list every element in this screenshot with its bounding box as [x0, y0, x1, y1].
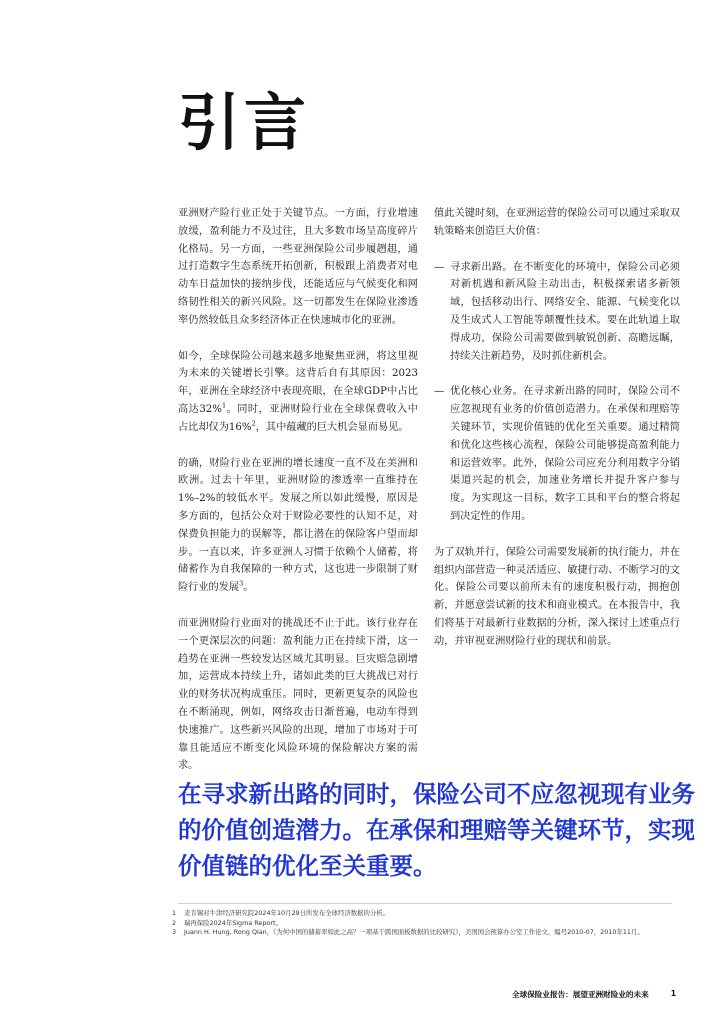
page-footer: [512, 989, 676, 1000]
bullet-item: [434, 259, 680, 366]
footnotes: [172, 909, 672, 938]
footnote-item: [172, 909, 672, 919]
footnote-item: [172, 919, 672, 929]
bullet-text: 寻求新出路。在不断变化的环境中，保险公司必须对新机遇和新风险主动出击，积极探索诸多新领域，包括移动出行、网络安全、能源、气候变化以及生成式人工智能等颠覆性技术。要在此轨道上取得成功，保险公司需要做到敏锐创新、高瞻远瞩，持续关注新趋势，及时抓住新机会。: [450, 261, 680, 362]
paragraph-text: 。同时，亚洲财险行业在全球保费收入中占比却仅为16%: [178, 403, 418, 433]
paragraph-text: 的确，财险行业在亚洲的增长速度一直不及在美洲和欧洲。过去十年里，亚洲财险的渗透率一直维持在1%–2%的较低水平。发展之所以如此缓慢，原因是多方面的，包括公众对于财险必要性的认知不足，对保费负担能力的误解等，都让潜在的保险客户望而却步。一直以来，许多亚洲人习惯于依赖个人储蓄，将储蓄作为自我保障的一种方式，这也进一步限制了财险行业的发展: [178, 457, 418, 594]
left-column: [178, 205, 418, 793]
footnote-text: 瑞再保险2024年Sigma Report。: [184, 918, 282, 927]
dash-marker: —: [434, 386, 445, 398]
paragraph: [178, 615, 418, 775]
pull-quote: 在寻求新出路的同时，保险公司不应忽视现有业务的价值创造潜力。在承保和理赔等关键环节，实现价值链的优化至关重要。: [178, 780, 695, 880]
page-number: 1: [670, 989, 676, 998]
paragraph: [178, 455, 418, 597]
paragraph: 值此关键时刻，在亚洲运营的保险公司可以通过采取双轨策略来创造巨大价值：: [434, 208, 680, 237]
paragraph: [178, 205, 418, 330]
bullet-text: 优化核心业务。在寻求新出路的同时，保险公司不应忽视现有业务的价值创造潜力。在承保和理赔等关键环节，实现价值链的优化至关重要。通过精简和优化这些核心流程，保险公司能够提高盈利能力和运营效率。此外，保险公司应充分利用数字分销渠道兴起的机会，加速业务增长并提升客户参与度。为实现这一目标，数字工具和平台的整合将起到决定性的作用。: [450, 386, 680, 522]
footnote-number: 1: [172, 909, 177, 917]
dash-marker: —: [434, 261, 445, 273]
paragraph-text: 。: [243, 582, 254, 594]
page-title: 引言: [178, 86, 311, 159]
paragraph-text: 如今，全球保险公司越来越多地聚焦亚洲，将这里视为未来的关键增长引擎。这背后自有其原因：2023年，亚洲在全球经济中表现亮眼，在全球GDP中占比高达32%: [178, 350, 418, 415]
paragraph: 为了双轨并行，保险公司需要发展新的执行能力，并在组织内部营造一种灵活适应、敏捷行动、不断学习的文化。保险公司要以前所未有的速度积极行动，拥抱创新，并愿意尝试新的技术和商业模式。在本报告中，我们将基于对最新行业数据的分析，深入探讨上述重点行动，并审视亚洲财险行业的现状和前景。: [434, 546, 680, 647]
paragraph-text: 亚洲财产险行业正处于关键节点。一方面，行业增速放缓，盈利能力不及过往，且大多数市场呈高度碎片化格局。另一方面，一些亚洲保险公司步履趔趄，通过打造数字生态系统开拓创新，积极跟上消费者对电动车日益加快的接纳步伐，还能适应与气候变化和网络韧性相关的新兴风险。这一切都发生在保险业渗透率仍然较低且众多经济体正在快速城市化的亚洲。: [178, 208, 418, 326]
paragraph-text: 而亚洲财险行业面对的挑战还不止于此。该行业存在一个更深层次的问题：盈利能力正在持续下滑，这一趋势在亚洲一些较发达区域尤其明显。巨灾赔急剧增加，运营成本持续上升，诸如此类的巨大挑战已对行业的财务状况构成重压。同时，更新更复杂的风险也在不断涌现，例如，网络攻击日渐普遍，电动车得到快速推广。这些新兴风险的出现，增加了市场对于可靠且能适应不断变化风险环境的保险解决方案的需求。: [178, 617, 418, 772]
footnote-item: [172, 928, 672, 938]
footnote-divider: [178, 903, 672, 904]
footnote-text: 麦肯锡对牛津经济研究院2024年10月29日所发布全球经济数据的分析。: [184, 909, 390, 917]
footnote-ref[interactable]: 2: [251, 419, 256, 428]
paragraph: [178, 348, 418, 437]
bullet-item: [434, 383, 680, 525]
footnote-text: Juann H. Hung, Rong Qian，《为何中国的储蓄率如此之高？一项基于跨国面板数据的比较研究》，美国国会预算办公室工作论文，编号2010-07，2010年11月。: [184, 928, 644, 937]
footnote-number: 2: [172, 918, 177, 927]
paragraph-text: ，其中蕴藏的巨大机会显而易见。: [255, 421, 409, 433]
right-column: [434, 205, 680, 669]
footnote-number: 3: [172, 928, 177, 937]
footnote-ref[interactable]: 1: [221, 401, 227, 410]
footnote-ref[interactable]: 3: [239, 579, 244, 588]
report-title: 全球保险业报告：展望亚洲财险业的未来: [512, 990, 649, 999]
